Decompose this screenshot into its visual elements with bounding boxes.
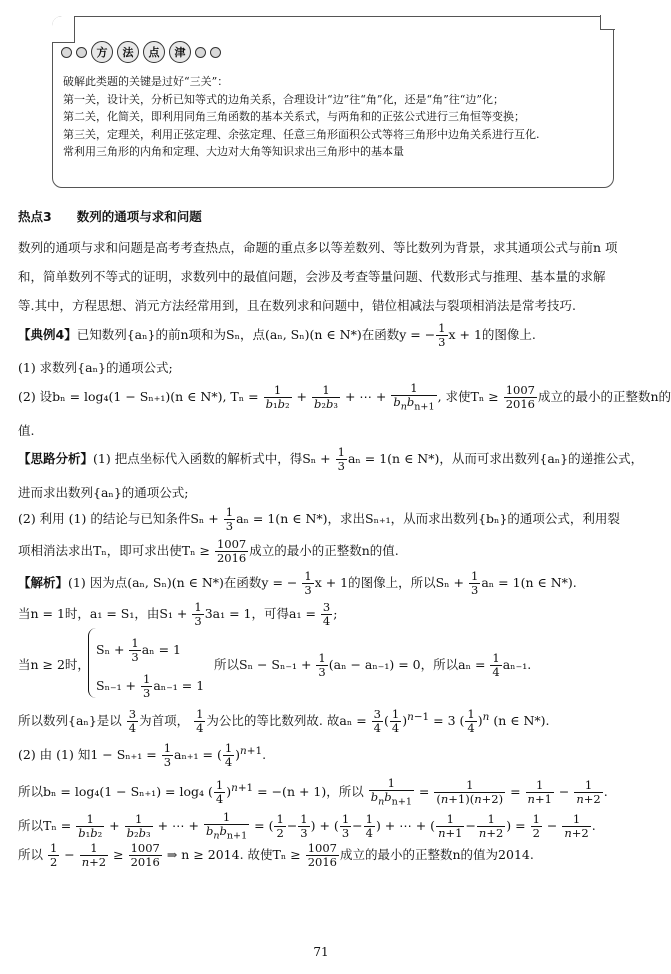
fraction: $\frac{1}{3}$: [337, 445, 345, 473]
method-text: [63, 73, 608, 161]
question-1: (1) 求数列{aₙ}的通项公式;: [18, 360, 173, 375]
method-line: 破解此类题的关键是过好“三关”：: [63, 75, 229, 88]
fraction: $\frac{1}{n+2}$: [81, 841, 107, 869]
solution-label: 【解析】: [18, 575, 69, 590]
fraction: $\frac{1}{2}$: [276, 812, 284, 841]
fraction: $\frac{1}{3}$: [471, 569, 479, 597]
analysis-line-4: [18, 538, 399, 565]
intro-line: 等.其中，方程思想、消元方法经常用到，且在数列求和问题中，错位相减法与裂项相消法是常考技巧.: [18, 298, 576, 313]
fraction: $\frac{1}{n+1}$: [438, 812, 463, 841]
fraction: $\frac{1}{2}$: [532, 812, 540, 841]
example-label: 【典例4】: [18, 327, 77, 342]
fraction: $\frac{1}{(n+1)(n+2)}$: [436, 778, 504, 807]
fraction: $\frac{1}{4}$: [467, 707, 475, 735]
fraction: $\frac{3}{4}$: [373, 707, 381, 735]
solution-text: 所以Tₙ =: [18, 818, 72, 834]
bullet-dot: [61, 47, 72, 58]
solution-text: (1) 因为点(aₙ, Sₙ)(n ∈ N*)在函数y = −: [68, 575, 298, 590]
analysis-line-3: [18, 506, 620, 533]
intro-line: 和，简单数列不等式的证明，求数列中的最值问题，会涉及考查等量问题、代数形式与推理、基本量的求解: [18, 269, 606, 284]
solution-text: 所以: [18, 847, 44, 862]
intro-line: 数列的通项与求和问题是高考考查热点，命题的重点多以等差数列、等比数列为背景，求其通项公式与前n 项: [18, 240, 618, 255]
fraction: $\frac{1}{\text{b₂b₃}}$: [126, 812, 151, 841]
solution-geometric: 所以数列{aₙ}是以 $\frac{3}{4}$ 为首项， $\frac{1}{4}$ 为公比的等比数列故. 故aₙ = $\frac{3}{4}$ ( $\frac{1}{4}$ )$^{n-1}$ = 3 ( $\frac{1}{4}$ )$^n$ (n ∈ N*).: [18, 707, 550, 735]
solution-text: 所以Sₙ − Sₙ₋₁ +: [214, 657, 312, 672]
fraction: $\frac{1}{3}$: [300, 812, 308, 841]
fraction: $\frac{1007}{2016}$: [505, 383, 535, 412]
method-char: 点: [143, 41, 165, 63]
solution-text: aₙ₋₁.: [502, 657, 532, 672]
fraction: $\frac{1007}{2016}$: [130, 841, 160, 869]
solution-conclusion: 所以 $\frac{1}{2}$ − $\frac{1}{n+2}$ ≥ $\frac{1007}{2016}$ ⇒ n ≥ 2014. 故使Tₙ ≥ $\frac{1007}{2016}$ 成立的最小的正整数n的值为2014.: [18, 841, 534, 869]
box-tab-decoration: [52, 16, 75, 43]
analysis-text: aₙ = 1(n ∈ N*)，求出Sₙ₊₁，从而求出数列{bₙ}的通项公式，利用裂: [236, 511, 620, 526]
analysis-text: (1) 把点坐标代入函数的解析式中，得Sₙ +: [93, 451, 331, 466]
method-char: 法: [117, 41, 139, 63]
fraction: $\frac{1}{4}$: [391, 707, 400, 735]
solution-text: Sₙ₋₁ +: [96, 678, 137, 693]
method-char: 方: [91, 41, 113, 63]
solution-text: (n ∈ N*).: [493, 713, 550, 728]
fraction: $\frac{1}{3}$: [143, 672, 151, 700]
fraction: $\frac{1}{4}$: [492, 651, 500, 679]
fraction: $\frac{1}{3}$: [318, 651, 326, 679]
method-char: 津: [169, 41, 191, 63]
fraction: $\frac{1007}{2016}$: [216, 537, 247, 565]
method-line: 第一关，设计关，分析已知等式的边角关系，合理设计“边”往“角”化，还是“角”往“边”化；: [63, 92, 504, 106]
fraction: $\frac{1}{3}$: [225, 505, 234, 533]
solution-line-1: [18, 570, 577, 597]
fraction: $\frac{1}{n+2}$: [564, 812, 589, 841]
analysis-text: aₙ = 1(n ∈ N*)，从而可求出数列{aₙ}的递推公式，: [347, 451, 644, 466]
question-2-cont: 值.: [18, 423, 35, 438]
fraction: $\frac{1}{\text{b₂b₃}}$: [314, 383, 338, 412]
fraction: $\frac{1}{n+1}$: [527, 778, 552, 807]
fraction: $\frac{1}{4}$: [215, 778, 224, 807]
method-line: 第二关，化简关，即利用同角三角函数的基本关系式，与两角和的正弦公式进行三角恒等变换；: [63, 110, 525, 123]
bullet-dot: [195, 47, 206, 58]
fraction: $\frac{1}{2}$: [50, 841, 58, 869]
system-eq-1: [96, 637, 181, 664]
analysis-line-2: 进而求出数列{aₙ}的通项公式;: [18, 485, 189, 500]
example-text: 已知数列{aₙ}的前n项和为Sₙ，点(aₙ, Sₙ)(n ∈ N*)在函数y = −: [76, 327, 436, 342]
solution-text: (2) 由 (1) 知1 − Sₙ₊₁ =: [18, 747, 157, 762]
fraction: $\frac{1}{4}$: [196, 707, 204, 735]
solution-text: aₙ₋₁ = 1: [153, 678, 205, 693]
solution-text: = 3: [433, 713, 456, 728]
q2-text: , 求使Tₙ ≥: [437, 389, 499, 405]
solution-recurrence: [214, 652, 531, 679]
fraction: $\frac{1007}{2016}$: [307, 841, 337, 869]
fraction: $\frac{1}{3}$: [131, 636, 139, 664]
solution-text: = −(n + 1)，所以: [257, 784, 364, 800]
section-title: 热点3 数列的通项与求和问题: [18, 209, 202, 224]
analysis-text: 项相消法求出Tₙ，即可求出使Tₙ ≥: [18, 543, 210, 558]
solution-part2-line2: 所以bₙ = log₄(1 − Sₙ₊₁) = log₄ ( $\frac{1}{4}$ )$^{n+1}$ = −(n + 1)，所以 1 $b_nb_{n+1}$ = $\frac{1}{(n+1)(n+2)}$ = $\frac{1}{n+1}$ − $\frac{1}{n+2}$ .: [18, 776, 608, 808]
q2-text: (2) 设bₙ = log₄(1 − Sₙ₊₁)(n ∈ N*), Tₙ =: [18, 389, 259, 405]
bullet-dot: [210, 47, 221, 58]
solution-text: 所以数列{aₙ}是以: [18, 713, 122, 728]
solution-text: aₙ = 1: [141, 642, 181, 657]
fraction: $\frac{1}{3}$: [304, 569, 312, 597]
bullet-dot: [76, 47, 87, 58]
method-line: 常利用三角形的内角和定理、大边对大角等知识求出三角形中的基本量: [63, 145, 404, 158]
solution-text: 所以bₙ = log₄(1 − Sₙ₊₁) = log₄: [18, 784, 205, 800]
fraction: $\frac{3}{4}$: [128, 707, 137, 735]
fraction: $\frac{1}{n+2}$: [576, 778, 601, 807]
fraction: $\frac{1}{3}$: [163, 741, 172, 769]
box-corner-fold: [600, 15, 615, 30]
system-eq-2: [96, 673, 204, 700]
solution-text: ≥: [113, 847, 124, 862]
solution-text: 成立的最小的正整数n的值为2014.: [339, 847, 534, 862]
fraction: 1 $b_nb_{n+1}$: [393, 381, 435, 413]
question-2: (2) 设bₙ = log₄(1 − Sₙ₊₁)(n ∈ N*), Tₙ = $\frac{1}{\text{b₁b₂}}$ + $\frac{1}{\text{b₂b₃}}$ + ⋯ + 1 $b_nb_{n+1}$ , 求使Tₙ ≥ $\frac{1007}{2016}$ 成立的最小的正整数n的: [18, 381, 671, 413]
fraction: $\frac{3}{4}$: [322, 600, 331, 628]
analysis-line-1: [18, 446, 643, 473]
page-number: 71: [313, 945, 329, 959]
solution-text: 3a₁ = 1，可得a₁ =: [204, 606, 316, 621]
fraction: $\frac{1}{n+2}$: [478, 812, 504, 841]
solution-text: aₙ₊₁ =: [174, 747, 213, 762]
fraction: $\frac{1}{3}$: [341, 812, 350, 841]
method-box: [52, 16, 614, 188]
solution-text: 当n = 1时，a₁ = S₁，由S₁ +: [18, 606, 188, 621]
analysis-label: 【思路分析】: [18, 451, 94, 466]
q2-text: 成立的最小的正整数n的: [537, 389, 671, 405]
solution-text: (aₙ − aₙ₋₁) = 0，所以aₙ =: [328, 657, 486, 672]
method-line: 第三关，定理关，利用正弦定理、余弦定理、任意三角形面积公式等将三角形中边角关系进行互化.: [63, 127, 540, 141]
example-text: x + 1的图像上.: [448, 327, 536, 342]
fraction: $\frac{1}{3}$: [438, 321, 446, 349]
fraction: $\frac{1}{4}$: [224, 741, 233, 769]
solution-text: x + 1的图像上，所以Sₙ +: [314, 575, 465, 590]
solution-text: ⇒ n ≥ 2014. 故使Tₙ ≥: [166, 847, 301, 862]
fraction: $\frac{1}{3}$: [194, 600, 202, 628]
solution-line-2: 当n = 1时，a₁ = S₁，由S₁ + $\frac{1}{3}$ 3a₁ = 1，可得a₁ = $\frac{3}{4}$ ;: [18, 600, 338, 628]
fraction: 1 $b_nb_{n+1}$: [370, 776, 412, 808]
example-stem: [18, 322, 536, 349]
analysis-text: 成立的最小的正整数n的值.: [249, 543, 399, 558]
fraction: $\frac{1}{\text{b₁b₂}}$: [78, 812, 103, 841]
solution-text: aₙ = 1(n ∈ N*).: [481, 575, 577, 590]
solution-text: Sₙ +: [96, 642, 125, 657]
method-header: [61, 41, 221, 63]
fraction: 1 $b_nb_{n+1}$: [205, 810, 248, 842]
fraction: $\frac{1}{4}$: [365, 812, 373, 841]
fraction: $\frac{1}{\text{b₁b₂}}$: [265, 383, 290, 412]
solution-part2-line1: (2) 由 (1) 知1 − Sₙ₊₁ = $\frac{1}{3}$ aₙ₊₁ = ( $\frac{1}{4}$ )$^{n+1}$.: [18, 741, 267, 769]
solution-text: 为公比的等比数列故. 故aₙ =: [206, 713, 367, 728]
solution-n2-lead: 当n ≥ 2时，: [18, 657, 90, 672]
analysis-text: (2) 利用 (1) 的结论与已知条件Sₙ +: [18, 511, 219, 526]
solution-text: 为首项，: [139, 713, 190, 728]
solution-part2-line3: 所以Tₙ = $\frac{1}{\text{b₁b₂}}$ + $\frac{1}{\text{b₂b₃}}$ + ⋯ + 1 $b_nb_{n+1}$ = ( $\frac{1}{2}$ − $\frac{1}{3}$ ) + ( $\frac{1}{3}$ − $\frac{1}{4}$ ) + ⋯ + ( $\frac{1}{n+1}$ − $\frac{1}{n+2}$ ) = $\frac{1}{2}$ − $\frac{1}{n+2}$ .: [18, 810, 596, 842]
